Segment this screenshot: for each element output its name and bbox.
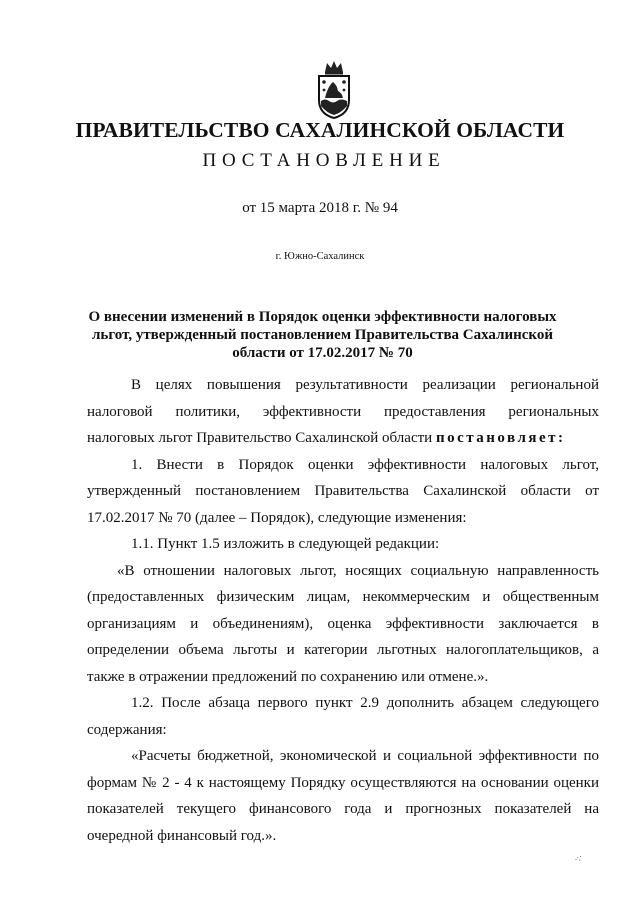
subject-line: области от 17.02.2017 № 70 xyxy=(232,345,413,361)
body-line: налоговой политики, эффективности предоставления региональных xyxy=(87,403,599,420)
body-text-fragment: налоговых льгот Правительство Сахалинской области xyxy=(87,430,433,446)
subject-line: льгот, утвержденный постановлением Правительства Сахалинской xyxy=(91,327,554,343)
body-line: формам № 2 - 4 к настоящему Порядку осуществляются на основании оценки xyxy=(87,774,599,791)
document-city: г. Южно-Сахалинск xyxy=(275,251,365,262)
body-line: (предоставленных физическим лицам, некоммерческим и общественным xyxy=(87,589,599,605)
document-subject xyxy=(85,308,560,362)
body-line xyxy=(87,425,599,452)
body-line: 17.02.2017 № 70 (далее – Порядок), следующие изменения: xyxy=(87,509,467,526)
sakhalin-coat-of-arms-icon xyxy=(316,60,352,120)
government-title: ПРАВИТЕЛЬСТВО САХАЛИНСКОЙ ОБЛАСТИ xyxy=(75,118,565,142)
body-line: очередной финансовый год.». xyxy=(87,827,277,844)
body-line: также в отражении предложений по сохранению или отмене.». xyxy=(87,668,489,685)
document-type: ПОСТАНОВЛЕНИЕ xyxy=(202,150,446,171)
body-line: В целях повышения результативности реализации региональной xyxy=(131,377,599,393)
body-line: утвержденный постановлением Правительства Сахалинской области от xyxy=(87,483,599,499)
document-date-number: от 15 марта 2018 г. № 94 xyxy=(242,200,398,216)
body-line: «В отношении налоговых льгот, носящих социальную направленность xyxy=(117,562,599,579)
body-line: определении объема льготы и категории льготных налогоплательщиков, а xyxy=(87,642,599,658)
scan-mark: ·:· xyxy=(571,851,585,865)
body-line: «Расчеты бюджетной, экономической и социальной эффективности по xyxy=(131,748,599,764)
document-body xyxy=(87,372,599,849)
body-line: 1. Внести в Порядок оценки эффективности налоговых льгот, xyxy=(131,456,599,473)
body-line: показателей текущего финансового года и прогнозных показателей на xyxy=(87,801,599,817)
body-line: 1.2. После абзаца первого пункт 2.9 дополнить абзацем следующего xyxy=(131,695,599,711)
subject-line: О внесении изменений в Порядок оценки эффективности налоговых xyxy=(88,309,557,325)
body-line: 1.1. Пункт 1.5 изложить в следующей редакции: xyxy=(131,536,440,552)
decree-keyword: постановляет: xyxy=(435,430,566,446)
body-line: содержания: xyxy=(87,721,167,738)
body-line: организациям и объединениям), оценка эффективности заключается в xyxy=(87,615,599,632)
